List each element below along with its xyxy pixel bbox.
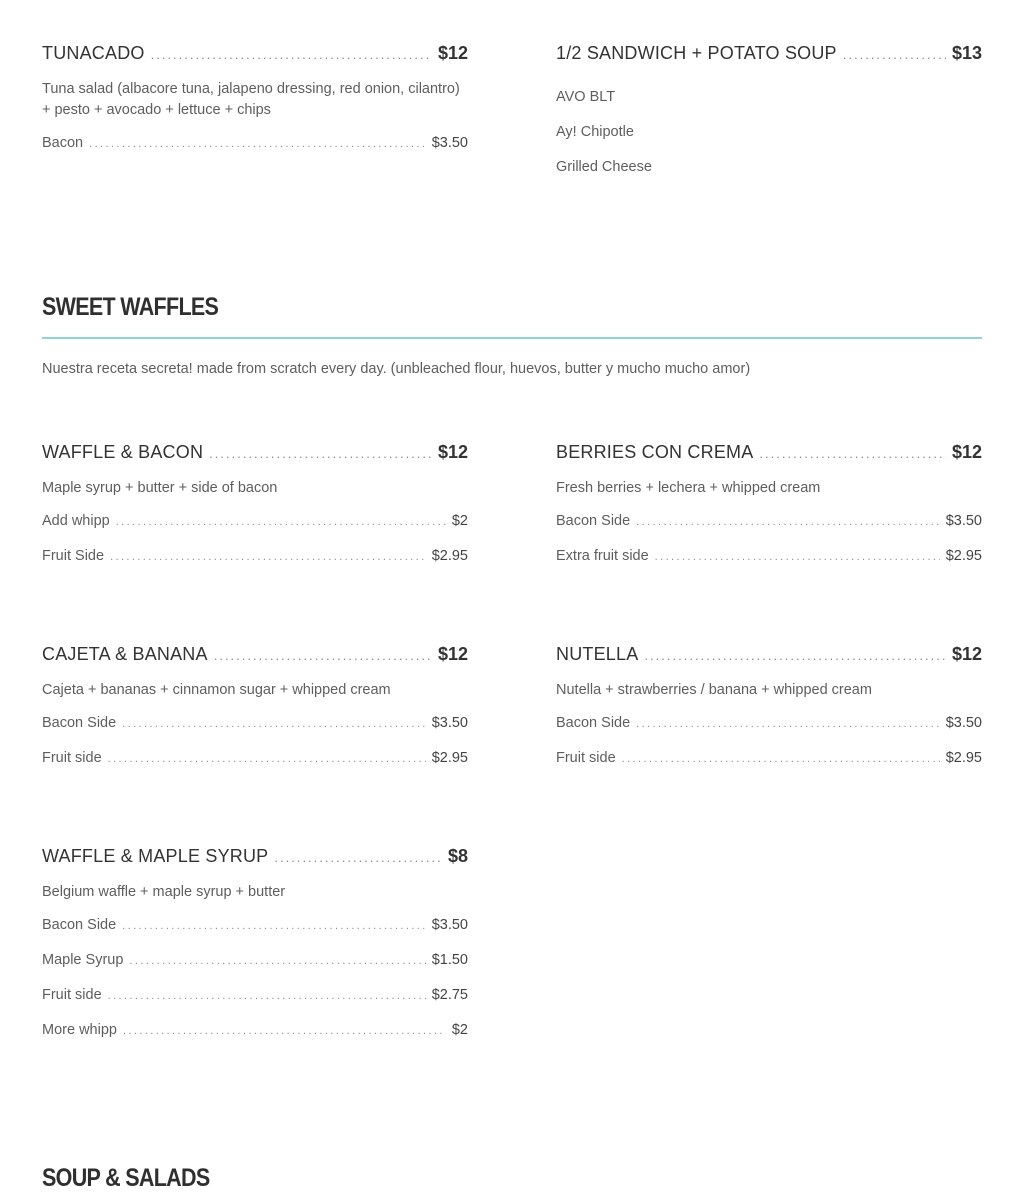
menu-item-price: $13: [951, 43, 982, 63]
addon-label: More whipp: [42, 1022, 117, 1038]
menu-item-description: Tuna salad (albacore tuna, jalapeno dressing, red onion, cilantro) + pesto + avocado + lettuce + chips: [42, 81, 460, 118]
menu-item-title: NUTELLA: [556, 644, 639, 664]
addon-row: [42, 1022, 468, 1057]
menu-item-title: 1/2 SANDWICH + POTATO SOUP: [556, 43, 837, 63]
addon-label: Bacon: [42, 135, 84, 151]
menu-item-description: Maple syrup + butter + side of bacon: [42, 480, 278, 496]
leader-dots: [122, 920, 426, 932]
addon-row: [42, 917, 468, 952]
menu-item-title-row: [42, 644, 468, 670]
menu-item-price: $12: [437, 442, 468, 462]
menu-item-price: $12: [437, 43, 468, 63]
addon-price: $3.50: [945, 715, 982, 731]
addon-price: $3.50: [945, 513, 982, 529]
leader-dots: [108, 990, 426, 1002]
leader-dots: [843, 47, 946, 62]
addon-price: $3.50: [431, 135, 468, 151]
leader-dots: [214, 648, 432, 663]
addon-price: $1.50: [431, 952, 468, 968]
addon-row: [556, 513, 982, 548]
leader-dots: [116, 516, 446, 528]
leader-dots: [644, 648, 946, 663]
menu-item-title: TUNACADO: [42, 43, 145, 63]
menu-item-description: Belgium waffle + maple syrup + butter: [42, 884, 286, 900]
addon-row: [42, 135, 468, 170]
addon-label: Add whipp: [42, 513, 110, 529]
addon-price: $2.75: [431, 987, 468, 1003]
addon-label: Fruit side: [42, 987, 102, 1003]
addon-price: $2: [451, 1022, 468, 1038]
menu-item-title-row: [42, 442, 468, 468]
addon-row: [556, 548, 982, 583]
addon-price: $2.95: [945, 750, 982, 766]
addon-row: [42, 952, 468, 987]
menu-item-title-row: [556, 43, 982, 69]
leader-dots: [209, 446, 432, 461]
section-title-sweet-waffles: SWEET WAFFLES: [42, 293, 219, 321]
leader-dots: [655, 551, 940, 563]
section-divider: [42, 337, 982, 339]
menu-item-title: WAFFLE & MAPLE SYRUP: [42, 846, 269, 866]
leader-dots: [759, 446, 946, 461]
menu-item-title: BERRIES CON CREMA: [556, 442, 754, 462]
leader-dots: [108, 753, 426, 765]
menu-item-title-row: [42, 43, 468, 69]
addon-label: Bacon Side: [42, 917, 117, 933]
leader-dots: [274, 850, 442, 865]
leader-dots: [622, 753, 940, 765]
addon-price: $2.95: [431, 548, 468, 564]
menu-item-description: Fresh berries + lechera + whipped cream: [556, 480, 821, 496]
sandwich-option: Grilled Cheese: [556, 159, 652, 175]
addon-row: [42, 513, 468, 548]
menu-item-tunacado: [42, 43, 468, 170]
addon-label: Extra fruit side: [556, 548, 649, 564]
addon-label: Fruit side: [42, 750, 102, 766]
addon-price: $2: [451, 513, 468, 529]
leader-dots: [122, 718, 426, 730]
menu-item-title: CAJETA & BANANA: [42, 644, 208, 664]
menu-item-title-row: [556, 644, 982, 670]
leader-dots: [151, 47, 432, 62]
leader-dots: [129, 955, 425, 967]
leader-dots: [123, 1025, 446, 1037]
menu-item-title-row: [42, 846, 468, 872]
addon-price: $2.95: [431, 750, 468, 766]
sandwich-options: [556, 80, 982, 185]
section-title-soup-salads: SOUP & SALADS: [42, 1164, 210, 1192]
leader-dots: [89, 138, 426, 150]
leader-dots: [636, 516, 940, 528]
addon-row: [556, 750, 982, 785]
addon-label: Bacon Side: [556, 513, 631, 529]
addon-price: $3.50: [431, 715, 468, 731]
sandwich-option: Ay! Chipotle: [556, 124, 634, 140]
leader-dots: [636, 718, 940, 730]
addon-label: Bacon Side: [556, 715, 631, 731]
menu-item-half-sandwich-soup: [556, 43, 982, 185]
addon-row: [556, 715, 982, 750]
addon-row: [42, 987, 468, 1022]
menu-item-price: $12: [951, 644, 982, 664]
addon-label: Fruit Side: [42, 548, 105, 564]
addon-row: [42, 750, 468, 785]
menu-item-description: Nutella + strawberries / banana + whipped cream: [556, 682, 872, 698]
addon-label: Fruit side: [556, 750, 616, 766]
menu-item-waffle-bacon: [42, 442, 468, 583]
menu-item-title-row: [556, 442, 982, 468]
sandwich-option: AVO BLT: [556, 89, 616, 105]
menu-item-price: $8: [447, 846, 468, 866]
menu-item-nutella: [556, 644, 982, 785]
addon-label: Maple Syrup: [42, 952, 124, 968]
addon-label: Bacon Side: [42, 715, 117, 731]
menu-item-price: $12: [951, 442, 982, 462]
menu-item-berries-con-crema: [556, 442, 982, 583]
menu-item-title: WAFFLE & BACON: [42, 442, 204, 462]
menu-item-description: Cajeta + bananas + cinnamon sugar + whipped cream: [42, 682, 391, 698]
addon-row: [42, 548, 468, 583]
addon-row: [42, 715, 468, 750]
addon-price: $2.95: [945, 548, 982, 564]
leader-dots: [110, 551, 426, 563]
menu-item-waffle-maple-syrup: [42, 846, 468, 1057]
menu-item-price: $12: [437, 644, 468, 664]
addon-price: $3.50: [431, 917, 468, 933]
section-description: Nuestra receta secreta! made from scratch every day. (unbleached flour, huevos, butter y mucho mucho amor): [42, 361, 751, 377]
menu-item-cajeta-banana: [42, 644, 468, 785]
